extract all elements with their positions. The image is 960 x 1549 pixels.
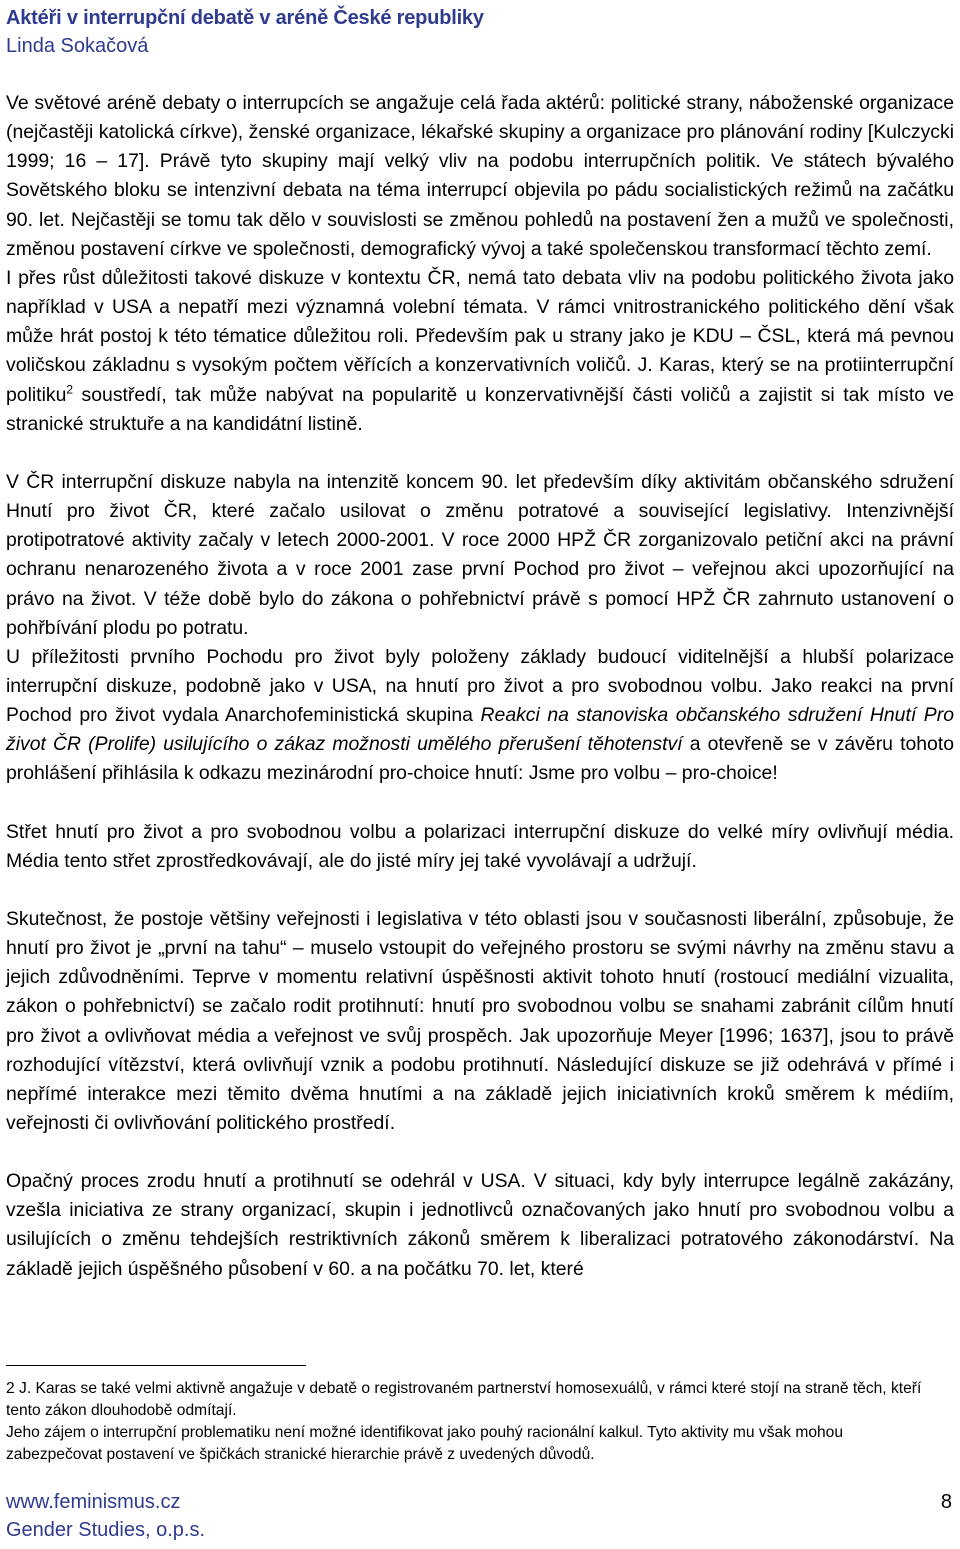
- document-author: Linda Sokačová: [6, 35, 149, 57]
- paragraph-1-text: Ve světové aréně debaty o interrupcích se angažuje celá řada aktérů: politické strany, náboženské organizace (nejčastěji katolická církve), ženské organizace, lékařské skupiny a organizace pro plánování rodiny [Kulczycki 1999; 16 – 17]. Právě tyto skupiny mají velký vliv na podobu interrupčních politik. Ve státech bývalého Sovětského bloku se intenzivní debata na téma interrupcí objevila po pádu socialistických režimů na začátku 90. let. Nejčastěji se tomu tak dělo v souvislosti se změnou pohledů na postavení žen a mužů ve společnosti, změnou postavení církve ve společnosti, demografický vývoj a také společenskou transformací těchto zemí.: [6, 92, 954, 260]
- paragraph-3: V ČR interrupční diskuze nabyla na intenzitě koncem 90. let především díky aktivitám občanského sdružení Hnutí pro život ČR, které začalo usilovat o změnu potratové a související legislativy. Intenzivnější protipotratové aktivity začaly v letech 2000-2001. V roce 2000 HPŽ ČR zorganizovalo petiční akci na právní ochranu nenarozeného života a v roce 2001 zase první Pochod pro život – veřejnou akci upozorňující na právo na život. V téže době bylo do zákona o pohřebnictví právě s pomocí HPŽ ČR zahrnuto ustanovení o pohřbívání plodu po potratu.: [6, 470, 954, 639]
- paragraph-5: Střet hnutí pro život a pro svobodnou volbu a polarizaci interrupční diskuze do velké míry ovlivňují média. Média tento střet zprostředkovávají, ale do jisté míry jej také vyvolávají a udržují.: [6, 820, 954, 872]
- paragraph-1: [6, 89, 954, 264]
- footnote-1-continuation: Jeho zájem o interrupční problematiku není možné identifikovat jako pouhý racionální kalkul. Tyto aktivity mu však mohou zabezpečovat postavení ve špičkách stranické hierarchie právě z uvedených důvodů.: [6, 1424, 844, 1463]
- paragraph-4-text-b: a otevřeně se v závěru tohoto prohlášení přihlásila k odkazu mezinárodní pro-choice hnutí: Jsme pro volbu – pro-choice!: [6, 733, 954, 785]
- footnote-divider: [6, 1365, 306, 1366]
- footnote-number: 2: [6, 1380, 15, 1397]
- paragraph-2-text-a: I přes růst důležitosti takové diskuze v kontextu ČR, nemá tato debata vliv na podobu politického života jako například v USA a nepatří mezi významná volební témata. V rámci vnitrostranického politického dění však může hrát postoj k této tématice důležitou roli. Především pak u strany jako je KDU – ČSL, která má pevnou voličskou základnu s vysokým počtem věřících a konzervativních voličů. J. Karas, který se na protiinterrupční politiku: [6, 266, 954, 406]
- paragraph-4: [6, 643, 954, 789]
- page-number: 8: [940, 1491, 952, 1513]
- footnote-1: [6, 1378, 941, 1422]
- paragraph-2: [6, 264, 954, 439]
- page-footer: [6, 1488, 205, 1544]
- page-header: [6, 4, 951, 60]
- article-body: [6, 89, 954, 1284]
- footnotes: [6, 1378, 941, 1466]
- footer-organization: Gender Studies, o.p.s.: [6, 1519, 206, 1541]
- paragraph-4-italic-title: Reakci na stanoviska občanského sdružení Hnutí Pro život ČR (Prolife) usilujícího o zákaz možnosti umělého přerušení těhotenství: [6, 704, 954, 756]
- paragraph-6: Skutečnost, že postoje většiny veřejnosti i legislativa v této oblasti jsou v současnosti liberální, způsobuje, že hnutí pro život je „první na tahu“ – muselo vstoupit do veřejného prostoru se svými návrhy na změnu stavu a jejich zdůvodněními. Teprve v momentu relativní úspěšnosti aktivit tohoto hnutí (rostoucí mediální vizualita, zákon o pohřebnictví) se začalo rodit protihnutí: hnutí pro svobodnou volbu se snahami zabránit cílům hnutí pro život a ovlivňovat média a veřejnost ve svůj prospěch. Jak upozorňuje Meyer [1996; 1637], jsou to právě rozhodující vítězství, která ovlivňují vznik a podobu protihnutí. Následující diskuze se již odehrává v přímé i nepřímé interakce mezi těmito dvěma hnutími a na základě jejich iniciativních kroků směrem k médiím, veřejnosti či ovlivňování politického prostředí.: [6, 907, 954, 1134]
- paragraph-7: Opačný proces zrodu hnutí a protihnutí se odehrál v USA. V situaci, kdy byly interrupce legálně zakázány, vzešla iniciativa ze strany organizací, skupin i jednotlivců označovaných jako hnutí pro svobodnou volbu a usilujících o změnu tehdejších restriktivních zákonů směrem k liberalizaci potratového zákonodárství. Na základě jejich úspěšného působení v 60. a na počátku 70. let, které: [6, 1170, 954, 1280]
- footer-website-link[interactable]: www.feminismus.cz: [6, 1491, 181, 1513]
- footnote-reference[interactable]: 2: [66, 382, 74, 397]
- footnote-1-text: J. Karas se také velmi aktivně angažuje v debatě o registrovaném partnerství homosexuálů, v rámci které stojí na straně těch, kteří tento zákon dlouhodobě odmítají.: [6, 1380, 922, 1419]
- document-title: Aktéři v interrupční debatě v aréně České republiky: [6, 7, 484, 29]
- paragraph-2-text-b: soustředí, tak může nabývat na popularitě u konzervativnější části voličů a zajistit si tak místo ve stranické struktuře a na kandidátní listině.: [6, 383, 954, 435]
- paragraph-4-text-a: U příležitosti prvního Pochodu pro život byly položeny základy budoucí viditelnější a hlubší polarizace interrupční diskuze, podobně jako v USA, na hnutí pro život a pro svobodnou volbu. Jako reakci na první Pochod pro život vydala Anarchofeministická skupina: [6, 645, 954, 727]
